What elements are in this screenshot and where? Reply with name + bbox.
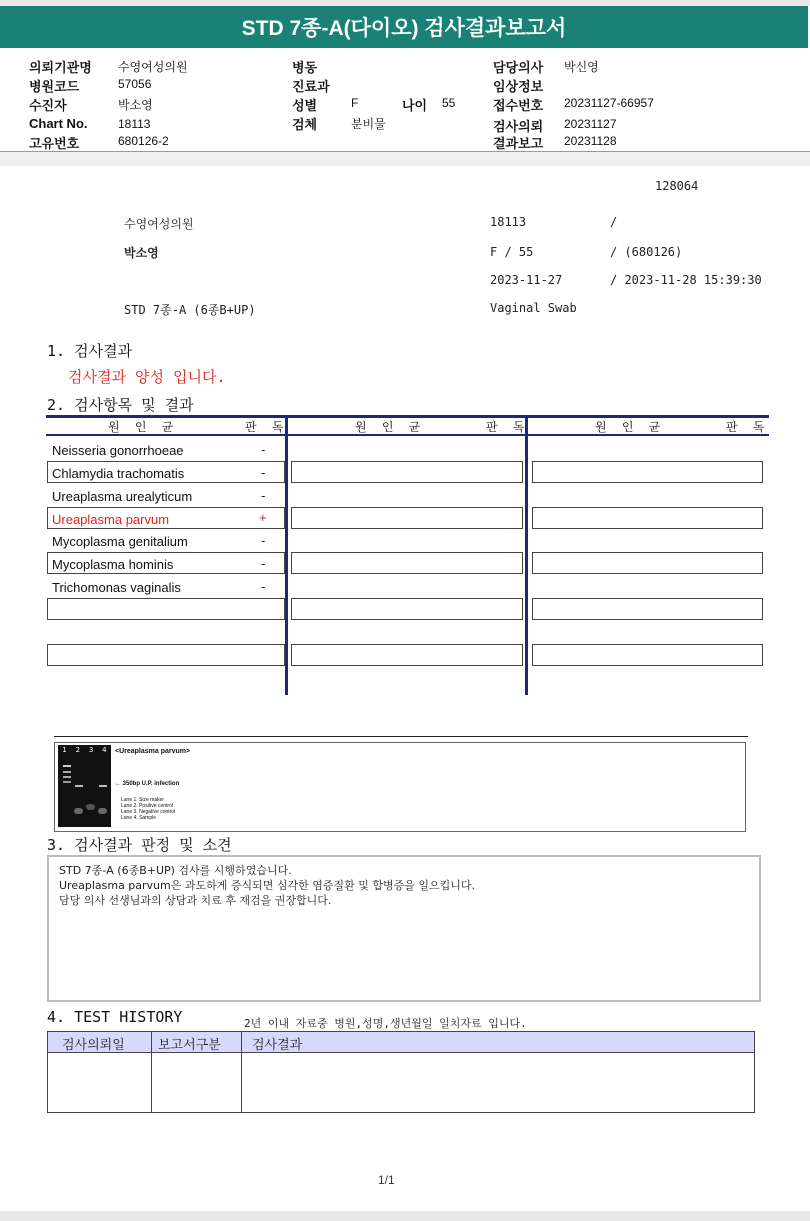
bottom-band (0, 1211, 810, 1221)
doctor-value: 박신영 (564, 60, 599, 74)
ladder-band (63, 781, 71, 783)
institution-label: 의뢰기관명 (29, 60, 92, 75)
gel-top-line (54, 736, 748, 737)
doctor-label: 담당의사 (493, 60, 544, 75)
gel-lane-number: 1 (62, 746, 67, 754)
hospital-code-value: 57056 (118, 77, 152, 91)
result-row-box-empty (291, 598, 523, 620)
pathogen-name-positive: Ureaplasma parvum (52, 512, 170, 527)
primer-dimer (98, 808, 107, 814)
info-test-name: STD 7종-A (6종B+UP) (124, 303, 256, 317)
result-row-box-empty (532, 552, 763, 574)
pathogen-result: - (261, 556, 266, 571)
patient-value: 박소영 (118, 98, 153, 112)
section3-title: 3. 검사결과 판정 및 소견 (47, 836, 232, 854)
pathogen-result: - (261, 533, 266, 548)
info-sex-age: F / 55 (490, 245, 534, 259)
info-date-received: 2023-11-27 (490, 273, 563, 287)
history-note: 2년 이내 자료중 병원,성명,생년월일 일치자료 입니다. (244, 1017, 527, 1030)
gel-legend-item: Lane 3. Negative control (121, 809, 176, 815)
sample-band (99, 785, 107, 787)
ladder-band (63, 765, 71, 767)
result-row-box-empty (291, 644, 523, 666)
opinion-line: 담당 의사 선생님과의 상담과 치료 후 재검을 권장합니다. (59, 894, 332, 907)
chart-value: 18113 (118, 117, 151, 131)
pathogen-result-positive: + (259, 510, 267, 525)
gel-legend-item: Lane 1. Size maker (121, 797, 165, 803)
pathogen-name: Mycoplasma hominis (52, 557, 174, 572)
ladder-band (63, 771, 71, 773)
request-label: 검사의뢰 (493, 119, 544, 134)
opinion-box (47, 855, 761, 1002)
report-title: STD 7종-A(다이오) 검사결과보고서 (0, 6, 808, 48)
history-col-divider (151, 1031, 152, 1113)
result-row-box-empty (532, 507, 763, 529)
gel-band-label: ← 350bp U.P. infection (115, 781, 180, 787)
gel-legend (121, 797, 175, 821)
pathogen-result: - (261, 579, 266, 594)
request-value: 20231127 (564, 117, 617, 131)
result-row-box-empty (291, 507, 523, 529)
section2-title: 2. 검사항목 및 결과 (47, 396, 194, 414)
gel-lane-number: 3 (88, 746, 94, 754)
receipt-value: 20231127-66957 (564, 96, 654, 110)
col-result-2: 판 독 (486, 420, 529, 434)
specimen-value: 분비물 (351, 117, 386, 131)
dept-label: 진료과 (292, 79, 330, 94)
institution-value: 수영여성의원 (118, 60, 188, 74)
pathogen-result: - (261, 488, 266, 503)
result-row-box-empty (47, 598, 285, 620)
history-table-body (47, 1053, 755, 1113)
report-date-value: 20231128 (564, 134, 617, 148)
section4-title: 4. TEST HISTORY (47, 1008, 183, 1026)
gel-title: <Ureaplasma parvum> (115, 748, 191, 755)
result-row-box-empty (291, 552, 523, 574)
clinical-label: 임상정보 (493, 79, 544, 94)
report-code: 128064 (655, 179, 699, 193)
pathogen-name: Trichomonas vaginalis (52, 580, 181, 595)
page-number: 1/1 (378, 1173, 395, 1187)
result-row-box-empty (291, 461, 523, 483)
result-row-box-empty (532, 598, 763, 620)
gel-lane-number: 4 (102, 746, 107, 754)
opinion-line: STD 7종-A (6종B+UP) 검사를 시행하였습니다. (59, 864, 292, 877)
history-col-date: 검사의뢰일 (62, 1038, 125, 1053)
history-col-type: 보고서구분 (158, 1038, 221, 1053)
info-patient: 박소영 (124, 246, 159, 260)
chart-label: Chart No. (29, 116, 88, 131)
section1-title: 1. 검사결과 (47, 342, 133, 360)
pathogen-name: Mycoplasma genitalium (52, 534, 188, 549)
header-shadow (0, 152, 810, 166)
info-slash: / (610, 215, 618, 229)
age-label: 나이 (402, 98, 428, 113)
pathogen-result: - (261, 442, 266, 457)
col-result-3: 판 독 (726, 420, 769, 434)
specimen-label: 검체 (292, 117, 318, 132)
col-pathogen-3: 원 인 균 (595, 420, 665, 434)
history-col-result: 검사결과 (252, 1038, 303, 1053)
ladder-band (63, 776, 71, 778)
sex-label: 성별 (292, 98, 318, 113)
age-value: 55 (442, 96, 456, 110)
info-institution: 수영여성의원 (124, 217, 194, 231)
history-table-header (47, 1031, 755, 1053)
patient-label: 수진자 (29, 98, 67, 113)
sex-value: F (351, 96, 359, 110)
primer-dimer (86, 804, 95, 810)
ward-label: 병동 (292, 60, 318, 75)
table-col-divider-2 (525, 415, 528, 695)
positive-result-message: 검사결과 양성 입니다. (68, 368, 226, 386)
pathogen-name: Neisseria gonorrhoeae (52, 443, 184, 458)
info-chart: 18113 (490, 215, 527, 229)
info-specimen: Vaginal Swab (490, 301, 577, 315)
pathogen-name: Chlamydia trachomatis (52, 466, 185, 481)
col-pathogen-2: 원 인 균 (355, 420, 425, 434)
positive-control-band (75, 785, 83, 787)
gel-electrophoresis-image (58, 745, 111, 827)
primer-dimer (74, 808, 83, 814)
info-birth: / (680126) (610, 245, 683, 259)
unique-label: 고유번호 (29, 136, 80, 151)
table-col-divider-1 (285, 415, 288, 695)
report-date-label: 결과보고 (493, 136, 544, 151)
hospital-code-label: 병원코드 (29, 79, 80, 94)
receipt-label: 접수번호 (493, 98, 544, 113)
result-row-box-empty (47, 644, 285, 666)
info-date-reported: / 2023-11-28 15:39:30 (610, 273, 762, 287)
unique-value: 680126-2 (118, 134, 169, 148)
history-col-divider (241, 1031, 242, 1113)
col-result-1: 판 독 (245, 420, 288, 434)
result-row-box-empty (532, 644, 763, 666)
pathogen-result: - (261, 465, 266, 480)
col-pathogen-1: 원 인 균 (108, 420, 178, 434)
opinion-line: Ureaplasma parvum은 과도하게 증식되면 심각한 염증질환 및 합병증을 일으킵니다. (59, 879, 475, 892)
gel-legend-item: Lane 4. Sample (121, 815, 157, 821)
gel-lane-number: 2 (75, 746, 81, 754)
result-row-box-empty (532, 461, 763, 483)
pathogen-name: Ureaplasma urealyticum (52, 489, 193, 504)
gel-legend-item: Lane 2. Positive control (121, 803, 173, 809)
